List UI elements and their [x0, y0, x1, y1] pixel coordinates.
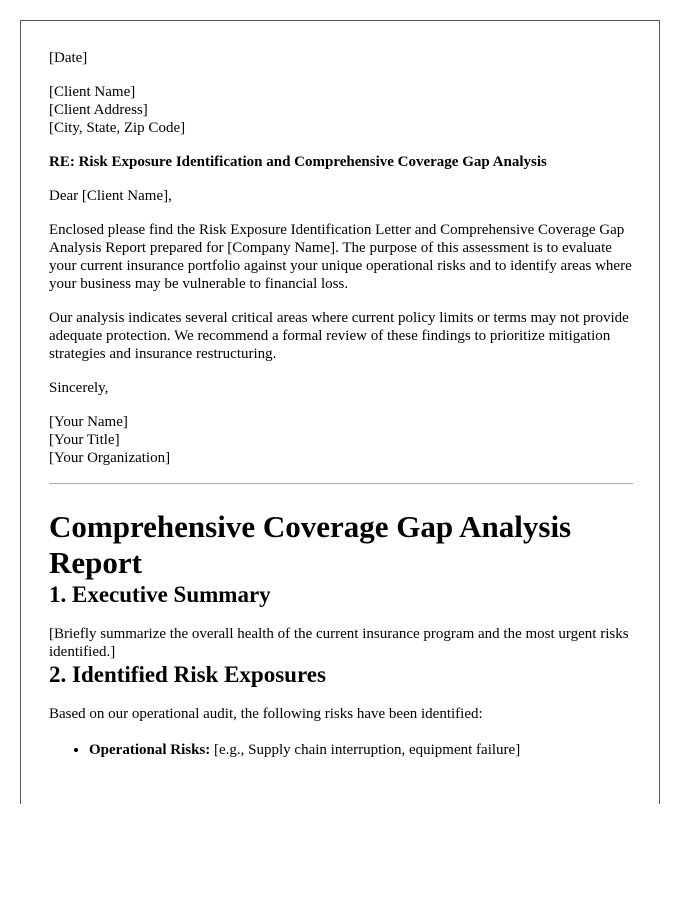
list-item	[89, 741, 633, 759]
letter-date: [Date]	[49, 50, 88, 66]
client-name: [Client Name]	[49, 84, 136, 100]
document-content	[49, 49, 633, 759]
executive-summary-body: [Briefly summarize the overall health of the current insurance program and the most urgent risks identified.]	[49, 626, 629, 660]
risk-item-label: Operational Risks:	[89, 742, 211, 758]
executive-summary-heading: 1. Executive Summary	[49, 582, 271, 607]
salutation: Dear [Client Name],	[49, 188, 172, 204]
signer-name: [Your Name]	[49, 414, 128, 430]
signer-organization: [Your Organization]	[49, 450, 171, 466]
risk-exposures-intro: Based on our operational audit, the following risks have been identified:	[49, 706, 483, 722]
subject-line: RE: Risk Exposure Identification and Comprehensive Coverage Gap Analysis	[49, 154, 547, 170]
document-page	[20, 20, 660, 804]
risk-item-text: [e.g., Supply chain interruption, equipment failure]	[210, 742, 521, 758]
closing: Sincerely,	[49, 380, 109, 396]
risk-exposures-heading: 2. Identified Risk Exposures	[49, 662, 326, 687]
letter-paragraph-1: Enclosed please find the Risk Exposure Identification Letter and Comprehensive Coverage Gap Analysis Report prepared for [Company Name]. The purpose of this assessment is to evaluate your current insurance portfolio against your unique operational risks and to identify areas where your business may be vulnerable to financial loss.	[49, 222, 632, 292]
signer-title: [Your Title]	[49, 432, 120, 448]
section-divider	[49, 483, 633, 484]
client-city-state-zip: [City, State, Zip Code]	[49, 120, 186, 136]
signature-block	[49, 413, 633, 467]
letter-paragraph-2: Our analysis indicates several critical areas where current policy limits or terms may not provide adequate protection. We recommend a formal review of these findings to prioritize mitigation strategies and insurance restructuring.	[49, 310, 629, 362]
client-address-block	[49, 83, 633, 137]
client-address: [Client Address]	[49, 102, 148, 118]
risk-list	[49, 741, 633, 759]
report-title: Comprehensive Coverage Gap Analysis Report	[49, 509, 572, 580]
